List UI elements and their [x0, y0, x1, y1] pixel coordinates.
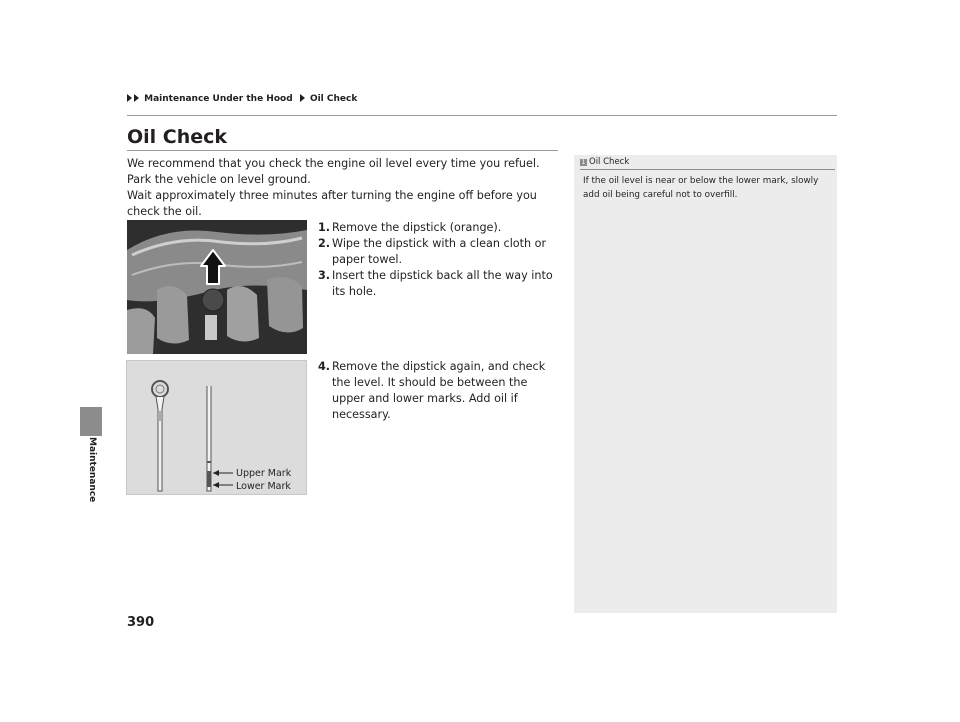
- step-text: Remove the dipstick (orange).: [332, 221, 502, 234]
- dipstick-illustration: [126, 360, 307, 495]
- breadcrumb-section[interactable]: Maintenance Under the Hood: [144, 94, 293, 104]
- step-text: Remove the dipstick again, and check the level. It should be between the upper and lower marks. Add oil if necessary.: [332, 360, 546, 421]
- chevron-right-icon: [127, 94, 132, 102]
- step-item: [318, 359, 558, 421]
- step-item: [318, 268, 558, 300]
- step-number: 4.: [318, 360, 331, 373]
- note-body: If the oil level is near or below the lower mark, slowly add oil being careful not to overfill.: [583, 176, 819, 200]
- step-item: [318, 220, 558, 236]
- breadcrumb: [127, 94, 357, 104]
- engine-bay-drawing: [127, 220, 307, 354]
- upper-mark-label: Upper Mark: [236, 468, 292, 479]
- note-number-icon: 1: [581, 159, 586, 166]
- page-number: 390: [127, 615, 155, 630]
- step-text: Insert the dipstick back all the way into its hole.: [332, 269, 553, 298]
- title-divider: [127, 150, 558, 151]
- step-text: Wipe the dipstick with a clean cloth or paper towel.: [332, 237, 547, 266]
- breadcrumb-page[interactable]: Oil Check: [309, 94, 358, 104]
- page-title: Oil Check: [127, 126, 228, 148]
- step-number: 1.: [318, 221, 331, 234]
- chapter-tab-marker: [80, 407, 102, 436]
- note-heading-text: Oil Check: [589, 157, 630, 167]
- step-number: 2.: [318, 237, 331, 250]
- header-divider: [127, 115, 837, 116]
- engine-bay-illustration: [127, 220, 307, 354]
- intro-paragraph: Park the vehicle on level ground.: [127, 173, 311, 186]
- note-heading: [580, 157, 629, 167]
- chapter-tab-label: Maintenance: [87, 437, 97, 503]
- note-divider: [580, 169, 835, 170]
- chevron-right-icon: [134, 94, 139, 102]
- step-item: [318, 236, 558, 268]
- chevron-right-icon: [300, 94, 305, 102]
- step-number: 3.: [318, 269, 331, 282]
- chapter-tab[interactable]: [85, 437, 97, 507]
- intro-paragraph: Wait approximately three minutes after turning the engine off before you check the oil.: [127, 189, 537, 218]
- note-panel: [574, 155, 837, 613]
- lower-mark-label: Lower Mark: [236, 481, 291, 492]
- intro-paragraph: We recommend that you check the engine oil level every time you refuel.: [127, 157, 540, 170]
